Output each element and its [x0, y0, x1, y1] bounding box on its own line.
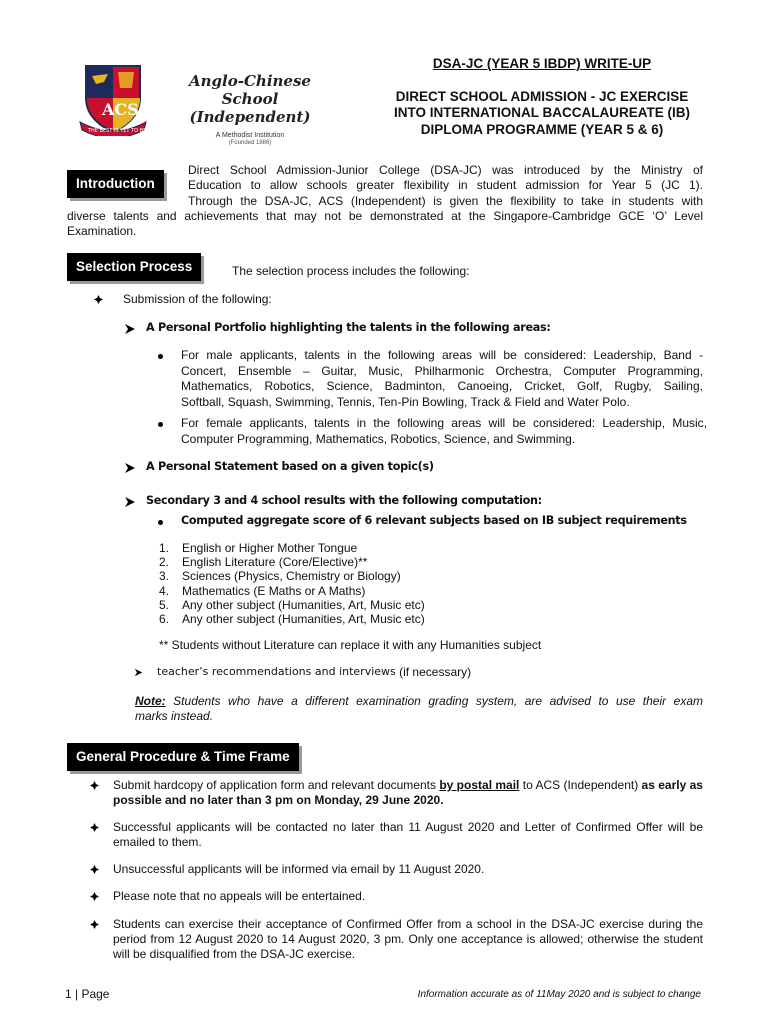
statement-item: [124, 460, 434, 474]
list-item: 3. Sciences (Physics, Chemistry or Biology): [159, 569, 401, 584]
statement-text: A Personal Statement based on a given topic(s): [146, 460, 434, 473]
procedure-5-text: Students can exercise their acceptance of Confirmed Offer from a school in the DSA-JC exercise during the period from 12 August 2020 to 14 August 2020, 3 pm. Only one acceptance is allowed; otherwise the student will be disqualified from the DSA-JC exercise.: [113, 917, 703, 961]
procedure-item-3: [90, 862, 703, 877]
school-logo: [78, 60, 340, 147]
list-item: 6. Any other subject (Humanities, Art, Music etc): [159, 612, 425, 627]
page-number: 1 | Page: [65, 987, 110, 1001]
procedure-3-text: Unsuccessful applicants will be informed via email by 11 August 2020.: [113, 862, 485, 876]
dot-bullet-icon: [158, 354, 163, 359]
male-line3: Mathematics, Robotics, Science, Badminton, Canoeing, Cricket, Golf, Rugby, Sailing,: [181, 379, 703, 393]
school-tagline: A Methodist Institution: [215, 132, 285, 139]
list-item: 4. Mathematics (E Maths or A Maths): [159, 583, 366, 598]
school-crest-icon: [78, 60, 148, 136]
list-item: 1. English or Higher Mother Tongue: [159, 541, 358, 555]
list-item: 5. Any other subject (Humanities, Art, Music etc): [159, 597, 425, 612]
recommendation-suffix: (if necessary): [395, 665, 472, 679]
submission-item: [94, 292, 272, 306]
procedure-2-text: Successful applicants will be contacted no later than 11 August 2020 and Letter of Confirmed Offer will be emailed to them.: [113, 820, 703, 849]
selection-lead: The selection process includes the following:: [232, 264, 470, 278]
results-item: [124, 494, 542, 508]
procedure-1-d: as early as possible and no later than 3 pm on Monday, 29 June 2020.: [113, 778, 703, 807]
school-name-line1: Anglo-Chinese School: [189, 72, 311, 108]
intro-line5: Examination.: [67, 224, 137, 238]
diamond-bullet-icon: [90, 823, 99, 832]
title-line2: INTO INTERNATIONAL BACCALAUREATE (IB): [394, 105, 690, 121]
procedure-1-c: to ACS (Independent): [519, 778, 642, 792]
intro-line2: Education to allow schools greater flexibility in student admission for Year 5 (JC 1).: [188, 178, 703, 192]
diamond-bullet-icon: [90, 865, 99, 874]
procedure-item-1: [90, 778, 703, 808]
female-line1: For female applicants, talents in the following areas will be considered: Leadership, Music,: [181, 416, 707, 430]
arrow-bullet-icon: [124, 496, 136, 508]
dot-bullet-icon: [158, 422, 163, 427]
arrow-bullet-icon: [124, 462, 136, 474]
intro-line1: Direct School Admission-Junior College (DSA-JC) was introduced by the Ministry of: [188, 163, 703, 177]
introduction-heading: Introduction: [67, 170, 164, 198]
arrow-bullet-icon: [134, 668, 143, 677]
note-paragraph: [135, 694, 703, 724]
male-line2: Concert, Ensemble – Guitar, Music, Philharmonic Orchestra, Computer Programming,: [181, 363, 703, 378]
male-talents-item: [158, 348, 703, 410]
procedure-1-a: Submit hardcopy of application form and relevant documents: [113, 778, 440, 792]
procedure-1-b: by postal mail: [439, 778, 520, 792]
note-label: Note:: [135, 694, 166, 708]
footer-disclaimer: Information accurate as of 11May 2020 and is subject to change: [417, 989, 701, 1000]
list-item: 2. English Literature (Core/Elective)**: [159, 555, 368, 570]
female-line2: Computer Programming, Mathematics, Robotics, Science, and Swimming.: [181, 431, 576, 446]
portfolio-text: A Personal Portfolio highlighting the talents in the following areas:: [146, 321, 551, 334]
note-line1: Students who have a different examination grading system, are advised to use their exam: [165, 694, 703, 708]
diamond-bullet-icon: [90, 920, 99, 929]
aggregate-item: [158, 514, 687, 527]
male-line1: For male applicants, talents in the following areas will be considered: Leadership, Band -: [181, 348, 703, 362]
intro-line3: Through the DSA-JC, ACS (Independent) is given the flexibility to take in students with: [188, 194, 703, 208]
intro-line4: diverse talents and achievements that may not be demonstrated at the Singapore-Cambridge GCE ‘O’ Level: [67, 209, 703, 223]
dot-bullet-icon: [158, 520, 163, 525]
procedure-4-text: Please note that no appeals will be entertained.: [113, 889, 366, 903]
school-founded: (Founded 1886): [228, 140, 272, 147]
procedure-item-2: [90, 820, 703, 850]
procedure-item-5: [90, 917, 703, 962]
submission-text: Submission of the following:: [123, 292, 272, 306]
title-line1: DIRECT SCHOOL ADMISSION - JC EXERCISE: [395, 89, 689, 105]
portfolio-item: [124, 321, 551, 335]
procedure-item-4: [90, 889, 703, 904]
recommendation-text: teacher’s recommendations and interviews: [157, 665, 396, 678]
results-text: Secondary 3 and 4 school results with the following computation:: [146, 494, 542, 507]
diamond-bullet-icon: [90, 781, 99, 790]
school-name-line2: (Independent): [189, 108, 311, 126]
aggregate-text: Computed aggregate score of 6 relevant subjects based on IB subject requirements: [181, 514, 687, 527]
title-line3: DIPLOMA PROGRAMME (YEAR 5 & 6): [420, 121, 664, 137]
arrow-bullet-icon: [124, 323, 136, 335]
male-line4: Softball, Squash, Swimming, Tennis, Ten-Pin Bowling, Track & Field and Water Polo.: [181, 394, 630, 409]
procedure-heading: General Procedure & Time Frame: [67, 743, 299, 771]
selection-heading: Selection Process: [67, 253, 201, 281]
diamond-bullet-icon: [90, 892, 99, 901]
subject-list: [159, 541, 425, 626]
female-talents-item: [158, 416, 707, 447]
note-line2: marks instead.: [135, 709, 214, 723]
document-title: [360, 56, 724, 138]
crest-letters: ACS: [102, 100, 139, 119]
crest-motto: THE BEST IS YET TO BE: [88, 128, 147, 134]
literature-footnote: ** Students without Literature can replace it with any Humanities subject: [159, 638, 542, 652]
title-dsa-jc: DSA-JC (YEAR 5 IBDP) WRITE-UP: [432, 56, 652, 71]
diamond-bullet-icon: [94, 295, 103, 304]
school-name-block: [166, 72, 334, 148]
recommendation-item: [134, 665, 471, 679]
